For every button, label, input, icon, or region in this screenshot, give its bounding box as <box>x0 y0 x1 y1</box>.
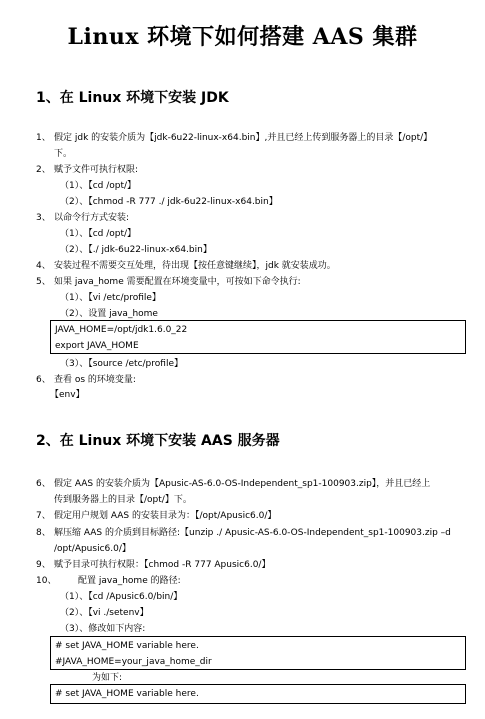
code-line: #JAVA_HOME=your_java_home_dir <box>55 657 212 667</box>
code-line: JAVA_HOME=/opt/jdk1.6.0_22 <box>55 325 188 335</box>
item-number: 6、 <box>36 479 51 489</box>
sub-item: （1）、【cd /opt/】 <box>60 229 137 239</box>
section-2-heading: 2、在 Linux 环境下安装 AAS 服务器 <box>36 433 280 449</box>
item-number: 7、 <box>36 511 51 521</box>
item-number: 1、 <box>36 133 51 143</box>
item-text-continued: /opt/Apusic6.0/】 <box>54 544 131 554</box>
item-text: 如果 java_home 需要配置在环境变量中，可按如下命令执行: <box>54 277 301 287</box>
item-text: 解压缩 AAS 的介质到目标路径:【unzip ./ Apusic-AS-6.0-OS-Independent_sp1-100903.zip –d <box>54 528 451 538</box>
code-box <box>50 320 466 354</box>
item-number: 9、 <box>36 560 51 570</box>
item-text: 以命令行方式安装: <box>54 213 130 223</box>
sub-item: （3）、修改如下内容: <box>60 624 146 634</box>
item-text: 配置 java_home 的路径: <box>78 576 181 586</box>
item-text-continued: 下。 <box>54 149 73 159</box>
item-text: 查看 os 的环境变量: <box>54 375 136 385</box>
sub-item: （1）、【cd /Apusic6.0/bin/】 <box>60 592 183 602</box>
item-text: 安装过程不需要交互处理，待出现【按任意键继续】，jdk 就安装成功。 <box>54 261 336 271</box>
item-number: 3、 <box>36 213 51 223</box>
code-line: # set JAVA_HOME variable here. <box>55 641 199 651</box>
sub-item: （1）、【vi /etc/profile】 <box>60 293 161 303</box>
item-number: 10、 <box>36 576 57 586</box>
item-number: 8、 <box>36 528 51 538</box>
page-title: Linux 环境下如何搭建 AAS 集群 <box>67 24 418 50</box>
code-line: export JAVA_HOME <box>55 341 139 351</box>
code-box <box>50 684 466 704</box>
sub-item: （3）、【source /etc/profile】 <box>60 359 183 369</box>
item-text: 假定用户规划 AAS 的安装目录为：【/opt/Apusic6.0/】 <box>54 511 277 521</box>
env-command: 【env】 <box>50 390 85 400</box>
item-text: 赋予文件可执行权限: <box>54 165 139 175</box>
item-text: 假定 jdk 的安装介质为【jdk-6u22-linux-x64.bin】,并且已经上传到服务器上的目录【/opt/】 <box>54 133 433 143</box>
item-number: 5、 <box>36 277 51 287</box>
item-number: 2、 <box>36 165 51 175</box>
item-number: 6、 <box>36 375 51 385</box>
sub-item: （2）、设置 java_home <box>60 309 158 319</box>
sub-item: （2）、【vi ./setenv】 <box>60 608 149 618</box>
item-text-continued: 传到服务器上的目录【/opt/】下。 <box>54 495 192 505</box>
sub-item: （2）、【./ jdk-6u22-linux-x64.bin】 <box>60 245 212 255</box>
code-line: # set JAVA_HOME variable here. <box>55 689 199 699</box>
item-number: 4、 <box>36 261 51 271</box>
sub-item: （1）、【cd /opt/】 <box>60 181 137 191</box>
sub-item: （2）、【chmod -R 777 ./ jdk-6u22-linux-x64.bin】 <box>60 197 278 207</box>
item-text: 假定 AAS 的安装介质为【Apusic-AS-6.0-OS-Independent_sp1-100903.zip】，并且已经上 <box>54 479 431 489</box>
section-1-heading: 1、在 Linux 环境下安装 JDK <box>36 90 229 106</box>
item-text: 赋予目录可执行权限：【chmod -R 777 Apusic6.0/】 <box>54 560 271 570</box>
code-box <box>50 636 466 670</box>
change-to-label: 为如下: <box>92 673 123 683</box>
